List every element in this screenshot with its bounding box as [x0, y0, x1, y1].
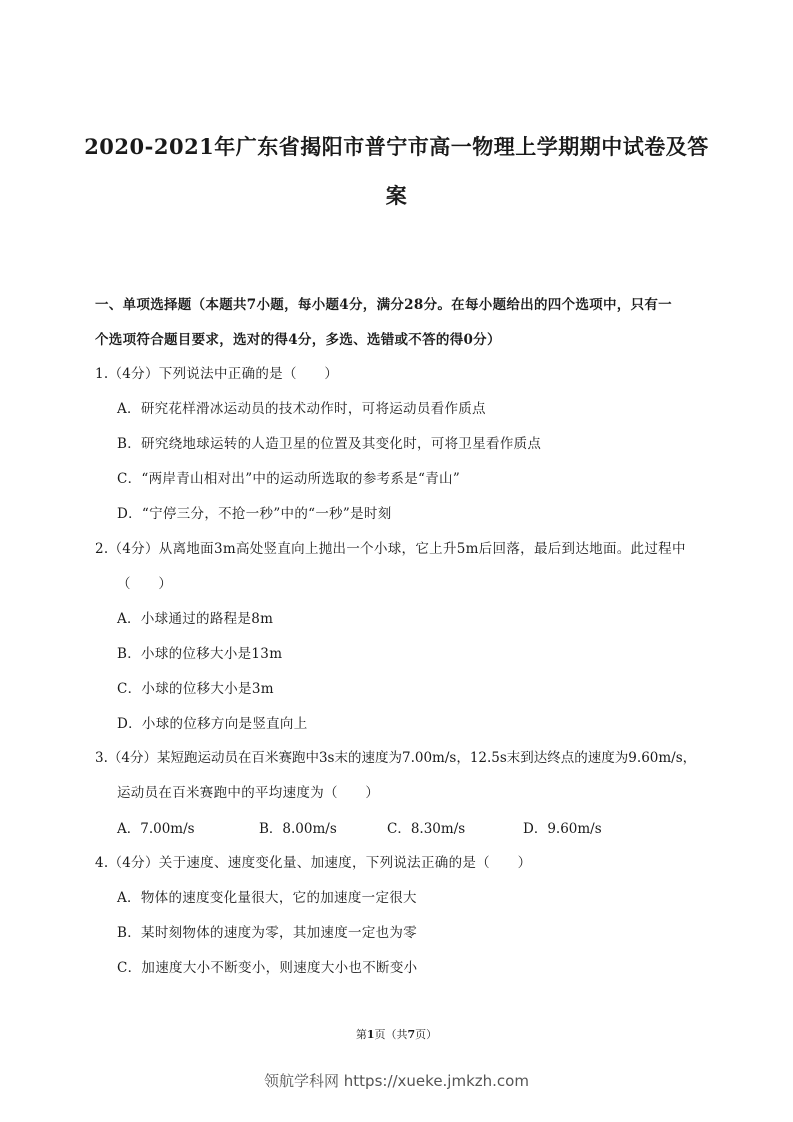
document-title-line2: 案	[385, 183, 408, 208]
question-3-option-a: A．7.00m/s	[117, 821, 195, 837]
question-2-option-c: C．小球的位移大小是3m	[117, 681, 274, 697]
current-page-number: 1	[366, 1028, 375, 1041]
question-3-stem-line2: 运动员在百米赛跑中的平均速度为（ ）	[117, 785, 380, 801]
question-2-option-b: B．小球的位移大小是13m	[117, 646, 283, 662]
question-3-option-c: C．8.30m/s	[387, 821, 466, 837]
question-1-option-c: C．“两岸青山相对出”中的运动所选取的参考系是“青山”	[117, 471, 461, 487]
question-4-stem: 4.（4分）关于速度、速度变化量、加速度，下列说法正确的是（ ）	[95, 855, 532, 871]
question-3-option-b: B．8.00m/s	[259, 821, 337, 837]
question-4-option-b: B．某时刻物体的速度为零，其加速度一定也为零	[117, 925, 418, 941]
question-1-option-a: A．研究花样滑冰运动员的技术动作时，可将运动员看作质点	[117, 401, 486, 417]
question-4-option-c: C．加速度大小不断变小，则速度大小也不断变小	[117, 960, 418, 976]
question-1-option-b: B．研究绕地球运转的人造卫星的位置及其变化时，可将卫星看作质点	[117, 436, 542, 452]
document-title-line1: 2020-2021年广东省揭阳市普宁市高一物理上学期期中试卷及答	[84, 134, 709, 159]
question-1-stem: 1.（4分）下列说法中正确的是（ ）	[95, 366, 339, 382]
site-watermark: 领航学科网 https://xueke.jmkzh.com	[264, 1072, 529, 1090]
question-2-stem-line1: 2.（4分）从离地面3m高处竖直向上抛出一个小球，它上升5m后回落，最后到达地面。此过程中	[95, 541, 686, 557]
question-4-option-a: A．物体的速度变化量很大，它的加速度一定很大	[117, 890, 417, 906]
question-2-option-a: A．小球通过的路程是8m	[117, 611, 274, 627]
question-3-stem-line1: 3.（4分）某短跑运动员在百米赛跑中3s末的速度为7.00m/s，12.5s末到达终点的速度为9.60m/s，	[95, 750, 697, 766]
question-2-option-d: D．小球的位移方向是竖直向上	[117, 716, 308, 732]
question-3-options-row	[117, 817, 677, 837]
section-heading-line1: 一、单项选择题（本题共7小题，每小题4分，满分28分。在每小题给出的四个选项中，只有一	[95, 297, 672, 313]
question-1-option-d: D．“宁停三分，不抢一秒”中的“一秒”是时刻	[117, 506, 392, 522]
question-3-option-d: D．9.60m/s	[523, 821, 602, 837]
question-2-stem-line2: （ ）	[117, 576, 173, 592]
section-heading-line2: 个选项符合题目要求，选对的得4分，多选、选错或不答的得0分）	[95, 332, 501, 348]
total-page-count: 7	[407, 1028, 416, 1041]
page-number-footer: 第1页（共7页）	[355, 1028, 438, 1041]
